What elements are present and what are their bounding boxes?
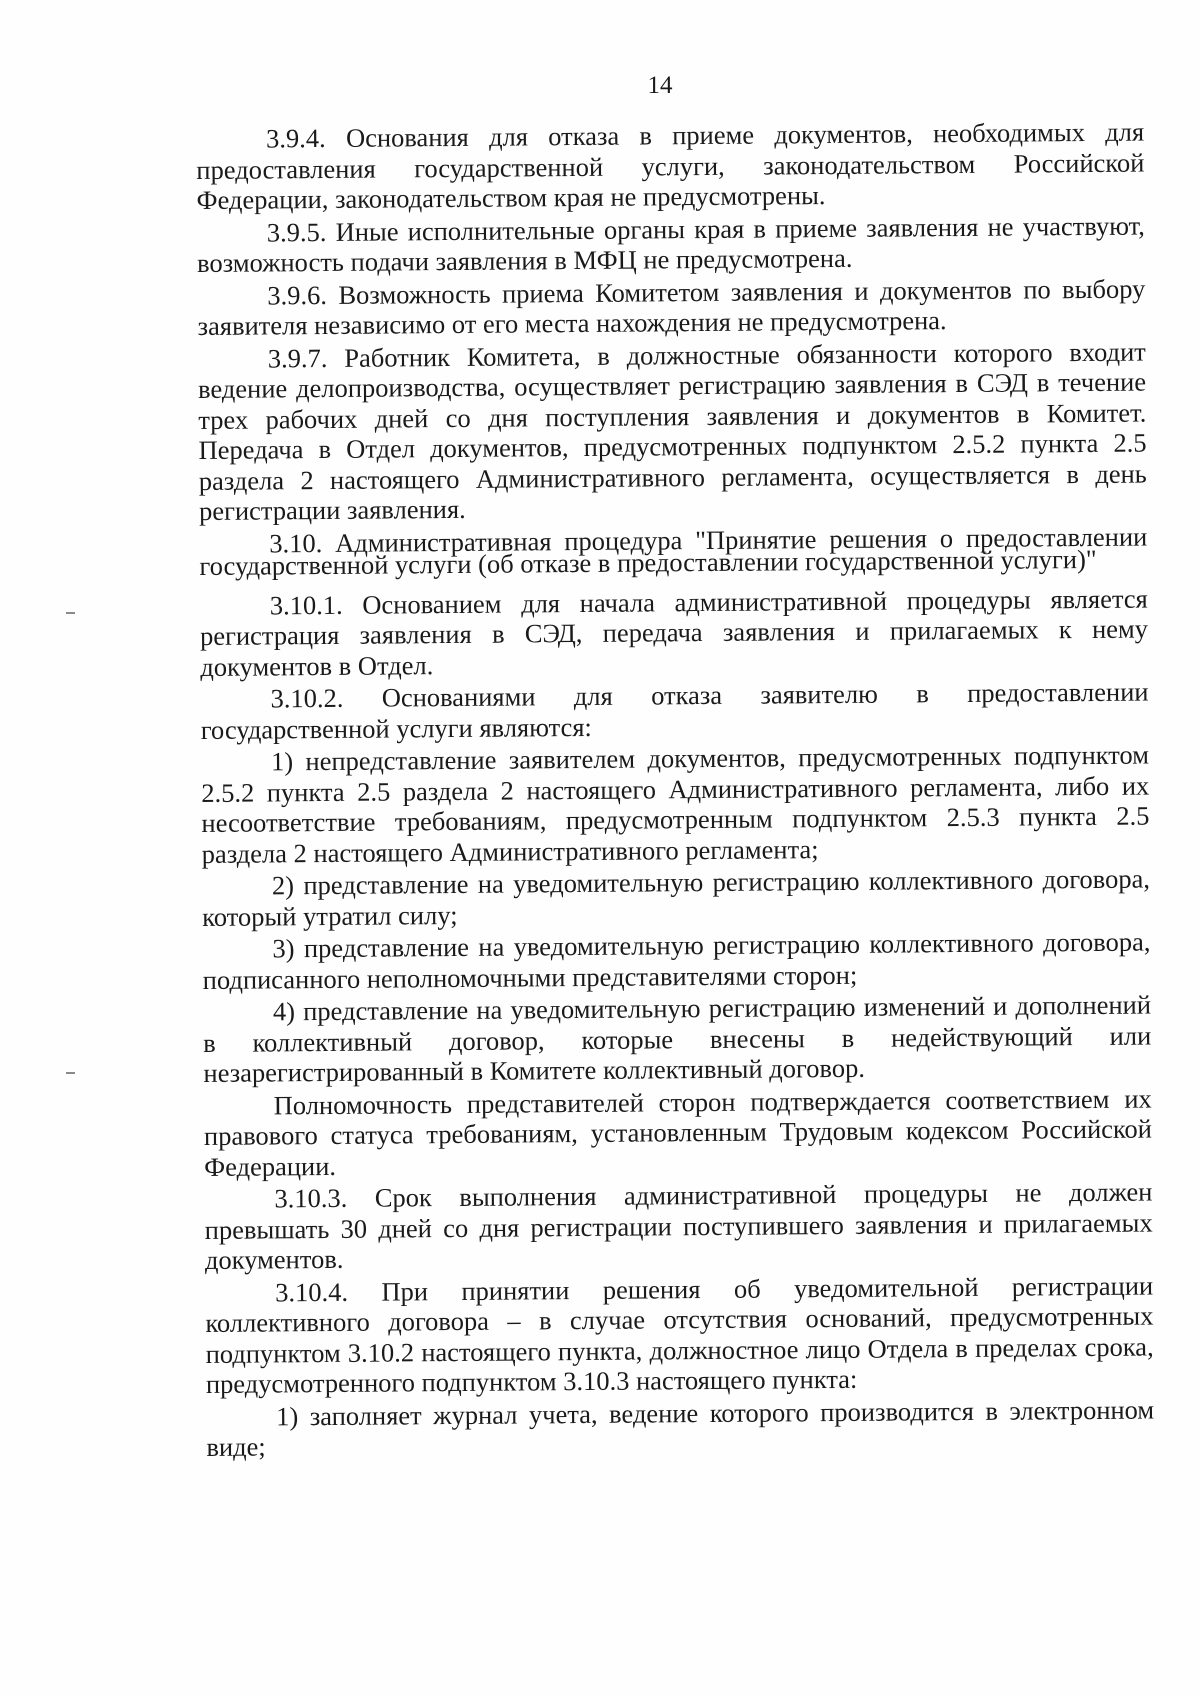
paragraph-3-9-6: 3.9.6. Возможность приема Комитетом заявления и документов по выбору заявителя независимо от его места нахождения не предусмотрена.	[197, 273, 1146, 341]
document-body	[196, 117, 1154, 1465]
section-heading-3-10: 3.10. Административная процедура "Принятие решения о предоставлении государственной услуги (об отказе в предоставлении государственной услуги)"	[199, 521, 1148, 581]
list-item-action-1: 1) заполняет журнал учета, ведение которого производится в электронном виде;	[206, 1394, 1155, 1462]
page-number: 14	[647, 72, 673, 99]
paragraph-3-9-4: 3.9.4. Основания для отказа в приеме документов, необходимых для предоставления государственной услуги, законодательством Российской Федерации, законодательством края не предусмотрены.	[196, 116, 1145, 215]
paragraph-authority: Полномочность представителей сторон подтверждается соответствием их правового статуса требованиям, установленным Трудовым кодексом Российской Федерации.	[203, 1083, 1153, 1182]
list-item-refusal-1: 1) непредставление заявителем документов, предусмотренных подпунктом 2.5.2 пункта 2.5 раздела 2 настоящего Административного регламента, либо их несоответствие требованиям, предусмотренным подпунктом 2.5.3 пункта 2.5 раздела 2 настоящего Административного регламента;	[201, 739, 1150, 869]
paragraph-3-10-1: 3.10.1. Основанием для начала административной процедуры является регистрация заявления в СЭД, передача заявления и прилагаемых к нему документов в Отдел.	[199, 583, 1149, 682]
list-item-refusal-4: 4) представление на уведомительную регистрацию изменений и дополнений в коллективный договор, которые внесены в недействующий или незарегистрированный в Комитете коллективный договор.	[203, 989, 1152, 1088]
paragraph-3-9-7: 3.9.7. Работник Комитета, в должностные обязанности которого входит ведение делопроизводства, осуществляет регистрацию заявления в СЭД в течение трех рабочих дней со дня поступления заявления и документов в Комитет. Передача в Отдел документов, предусмотренных подпунктом 2.5.2 пункта 2.5 раздела 2 настоящего Административного регламента, осуществляется в день регистрации заявления.	[197, 336, 1147, 526]
list-item-refusal-2: 2) представление на уведомительную регистрацию коллективного договора, который утратил силу;	[202, 863, 1151, 932]
paragraph-3-10-2: 3.10.2. Основаниями для отказа заявителю в предоставлении государственной услуги являются:	[200, 676, 1149, 745]
list-item-refusal-3: 3) представление на уведомительную регистрацию коллективного договора, подписанного неполномочными представителями сторон;	[202, 926, 1151, 995]
margin-mark	[66, 612, 75, 614]
paragraph-3-10-4: 3.10.4. При принятии решения об уведомительной регистрации коллективного договора – в случае отсутствия оснований, предусмотренных подпунктом 3.10.2 настоящего пункта, должностное лицо Отдела в пределах срока, предусмотренного подпунктом 3.10.3 настоящего пункта:	[205, 1270, 1154, 1399]
paragraph-3-10-3: 3.10.3. Срок выполнения административной процедуры не должен превышать 30 дней со дня регистрации поступившего заявления и прилагаемых документов.	[204, 1176, 1153, 1275]
paragraph-3-9-5: 3.9.5. Иные исполнительные органы края в приеме заявления не участвуют, возможность подачи заявления в МФЦ не предусмотрена.	[196, 210, 1145, 278]
margin-mark	[66, 1072, 75, 1074]
